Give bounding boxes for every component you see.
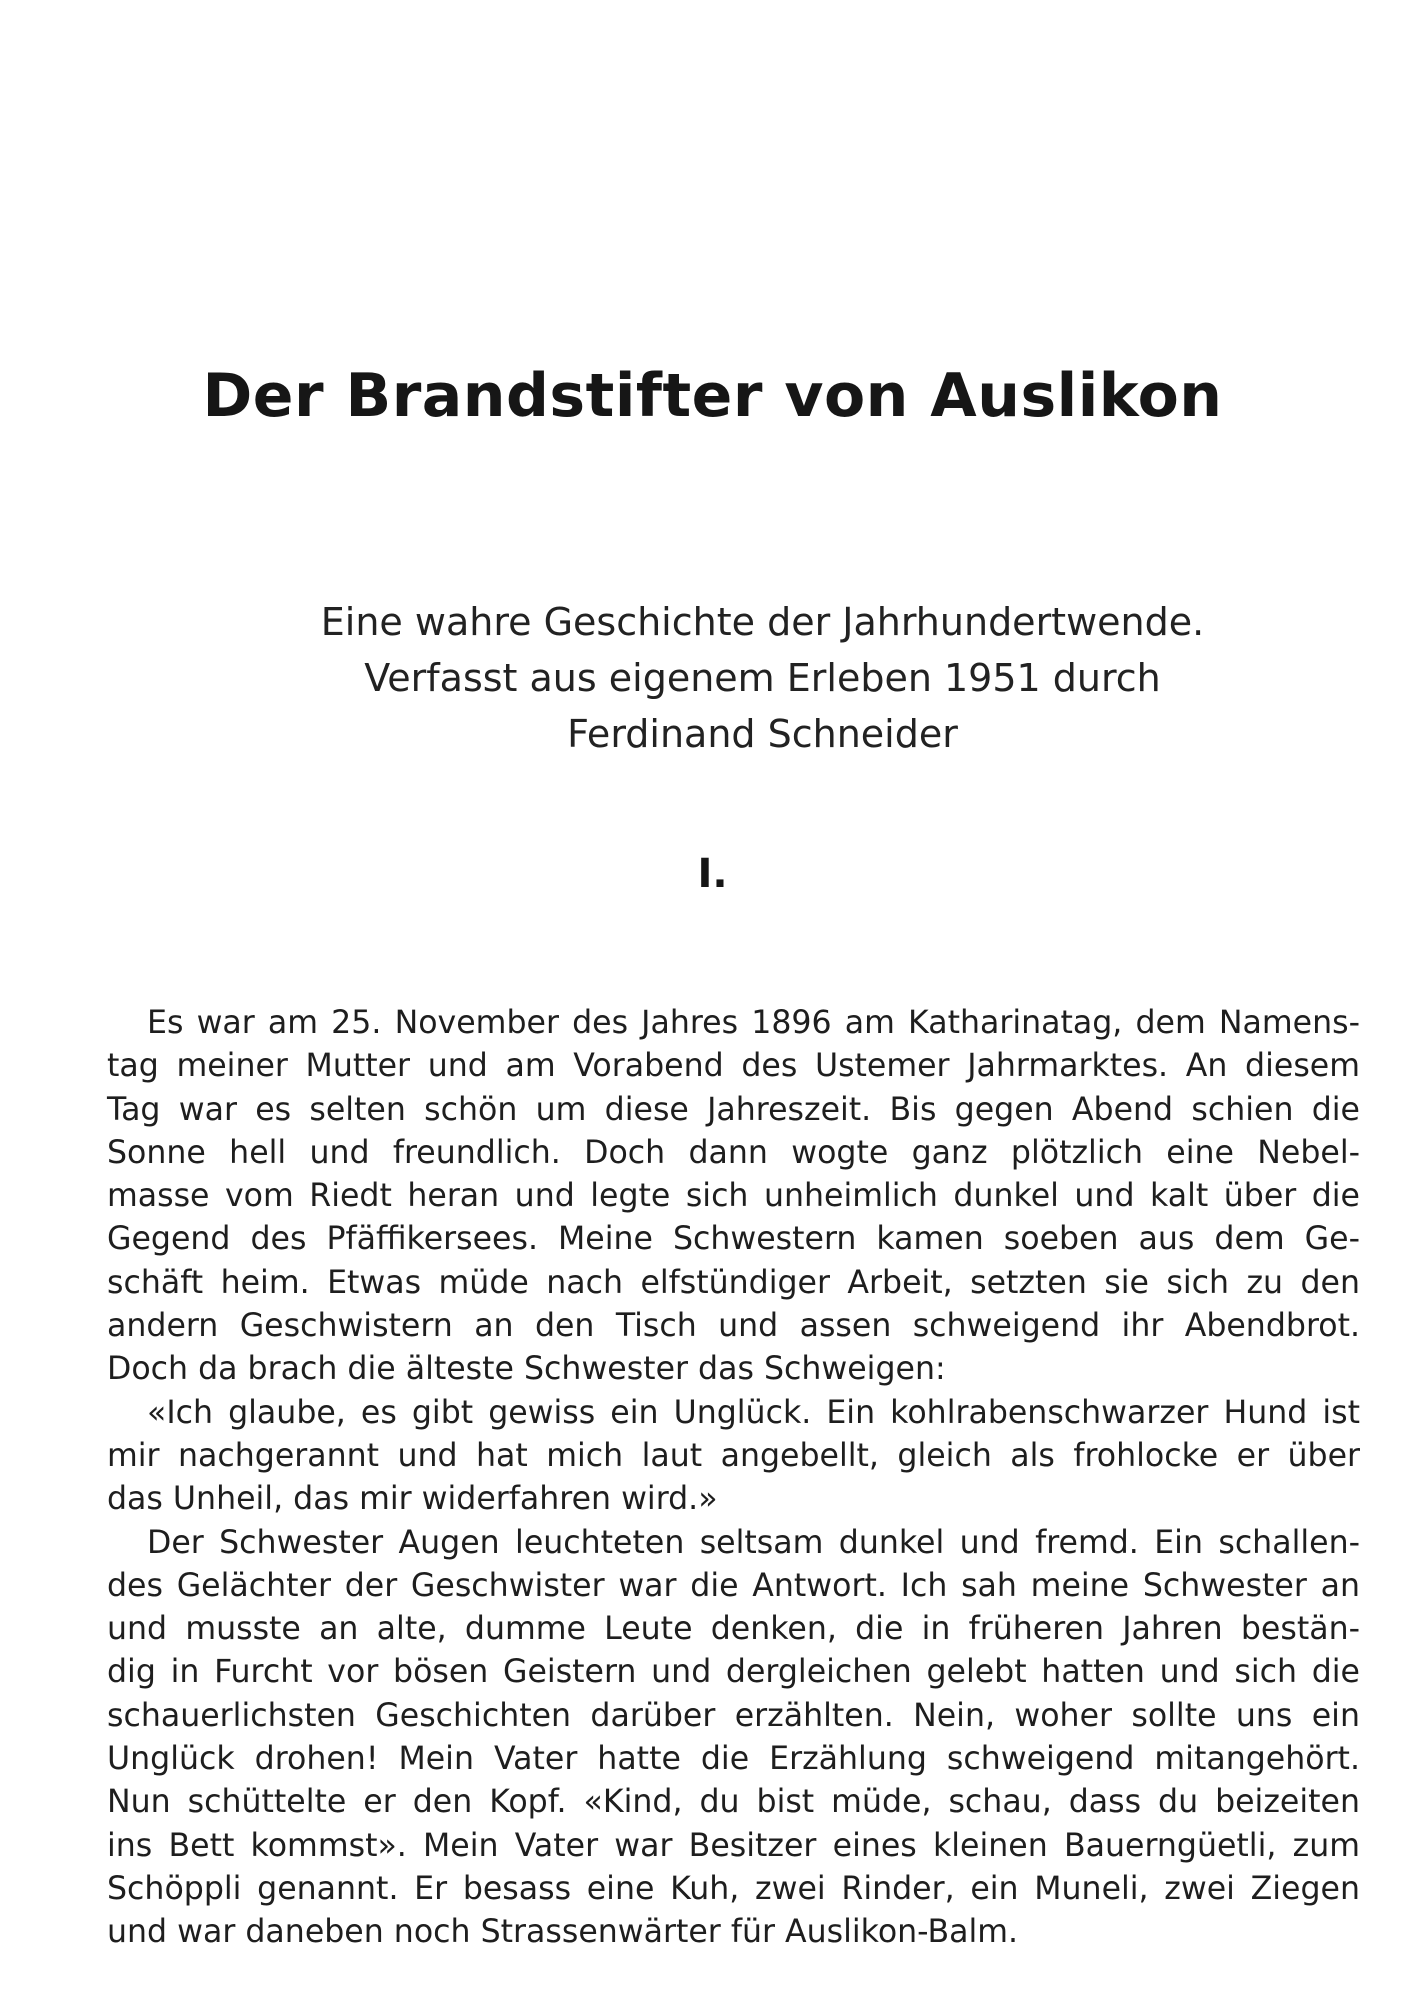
- text-line: «Ich glaube, es gibt gewiss ein Unglück. Ein kohlrabenschwarzer Hund ist: [147, 1394, 1360, 1431]
- text-line: Sonne hell und freundlich. Doch dann wogte ganz plötzlich eine Nebel-: [107, 1134, 1360, 1171]
- text-line: Der Schwester Augen leuchteten seltsam dunkel und fremd. Ein schallen-: [147, 1524, 1360, 1561]
- text-line: Doch da brach die älteste Schwester das Schweigen:: [107, 1351, 946, 1388]
- document-title: Der Brandstifter von Auslikon: [202, 361, 1223, 431]
- text-line: Gegend des Pfäffikersees. Meine Schwestern kamen soeben aus dem Ge-: [107, 1221, 1360, 1258]
- text-line: Unglück drohen! Mein Vater hatte die Erzählung schweigend mitangehört.: [107, 1741, 1360, 1778]
- text-line: schauerlichsten Geschichten darüber erzählten. Nein, woher sollte uns ein: [107, 1697, 1360, 1734]
- text-line: Es war am 25. November des Jahres 1896 am Katharinatag, dem Namens-: [147, 1005, 1360, 1041]
- text-line: dig in Furcht vor bösen Geistern und dergleichen gelebt hatten und sich die: [107, 1654, 1360, 1691]
- chapter-heading: I.: [697, 851, 728, 897]
- text-line: und musste an alte, dumme Leute denken, die in früheren Jahren bestän-: [107, 1611, 1360, 1648]
- text-line: Nun schüttelte er den Kopf. «Kind, du bist müde, schau, dass du beizeiten: [107, 1784, 1360, 1821]
- text-line: Tag war es selten schön um diese Jahreszeit. Bis gegen Abend schien die: [107, 1091, 1360, 1128]
- text-line: ins Bett kommst». Mein Vater war Besitzer eines kleinen Bauerngüetli, zum: [107, 1827, 1360, 1864]
- text-line: tag meiner Mutter und am Vorabend des Ustemer Jahrmarktes. An diesem: [107, 1048, 1360, 1085]
- text-line: schäft heim. Etwas müde nach elfstündiger Arbeit, setzten sie sich zu den: [107, 1264, 1360, 1301]
- text-line: mir nachgerannt und hat mich laut angebellt, gleich als frohlocke er über: [107, 1437, 1360, 1474]
- text-line: und war daneben noch Strassenwärter für Auslikon-Balm.: [107, 1914, 1019, 1951]
- text-line: Schöppli genannt. Er besass eine Kuh, zwei Rinder, ein Muneli, zwei Ziegen: [107, 1870, 1360, 1907]
- text-line: andern Geschwistern an den Tisch und assen schweigend ihr Abendbrot.: [107, 1308, 1360, 1345]
- body-text: [107, 1002, 1360, 1955]
- text-line: des Gelächter der Geschwister war die Antwort. Ich sah meine Schwester an: [107, 1567, 1360, 1604]
- text-line: masse vom Riedt heran und legte sich unheimlich dunkel und kalt über die: [107, 1178, 1360, 1215]
- text-line: das Unheil, das mir widerfahren wird.»: [107, 1481, 718, 1518]
- subtitle-line: Verfasst aus eigenem Erleben 1951 durch: [364, 656, 1161, 700]
- subtitle-line: Eine wahre Geschichte der Jahrhundertwende.: [320, 600, 1205, 644]
- author-name: Ferdinand Schneider: [567, 712, 958, 756]
- subtitle-block: [220, 594, 1305, 762]
